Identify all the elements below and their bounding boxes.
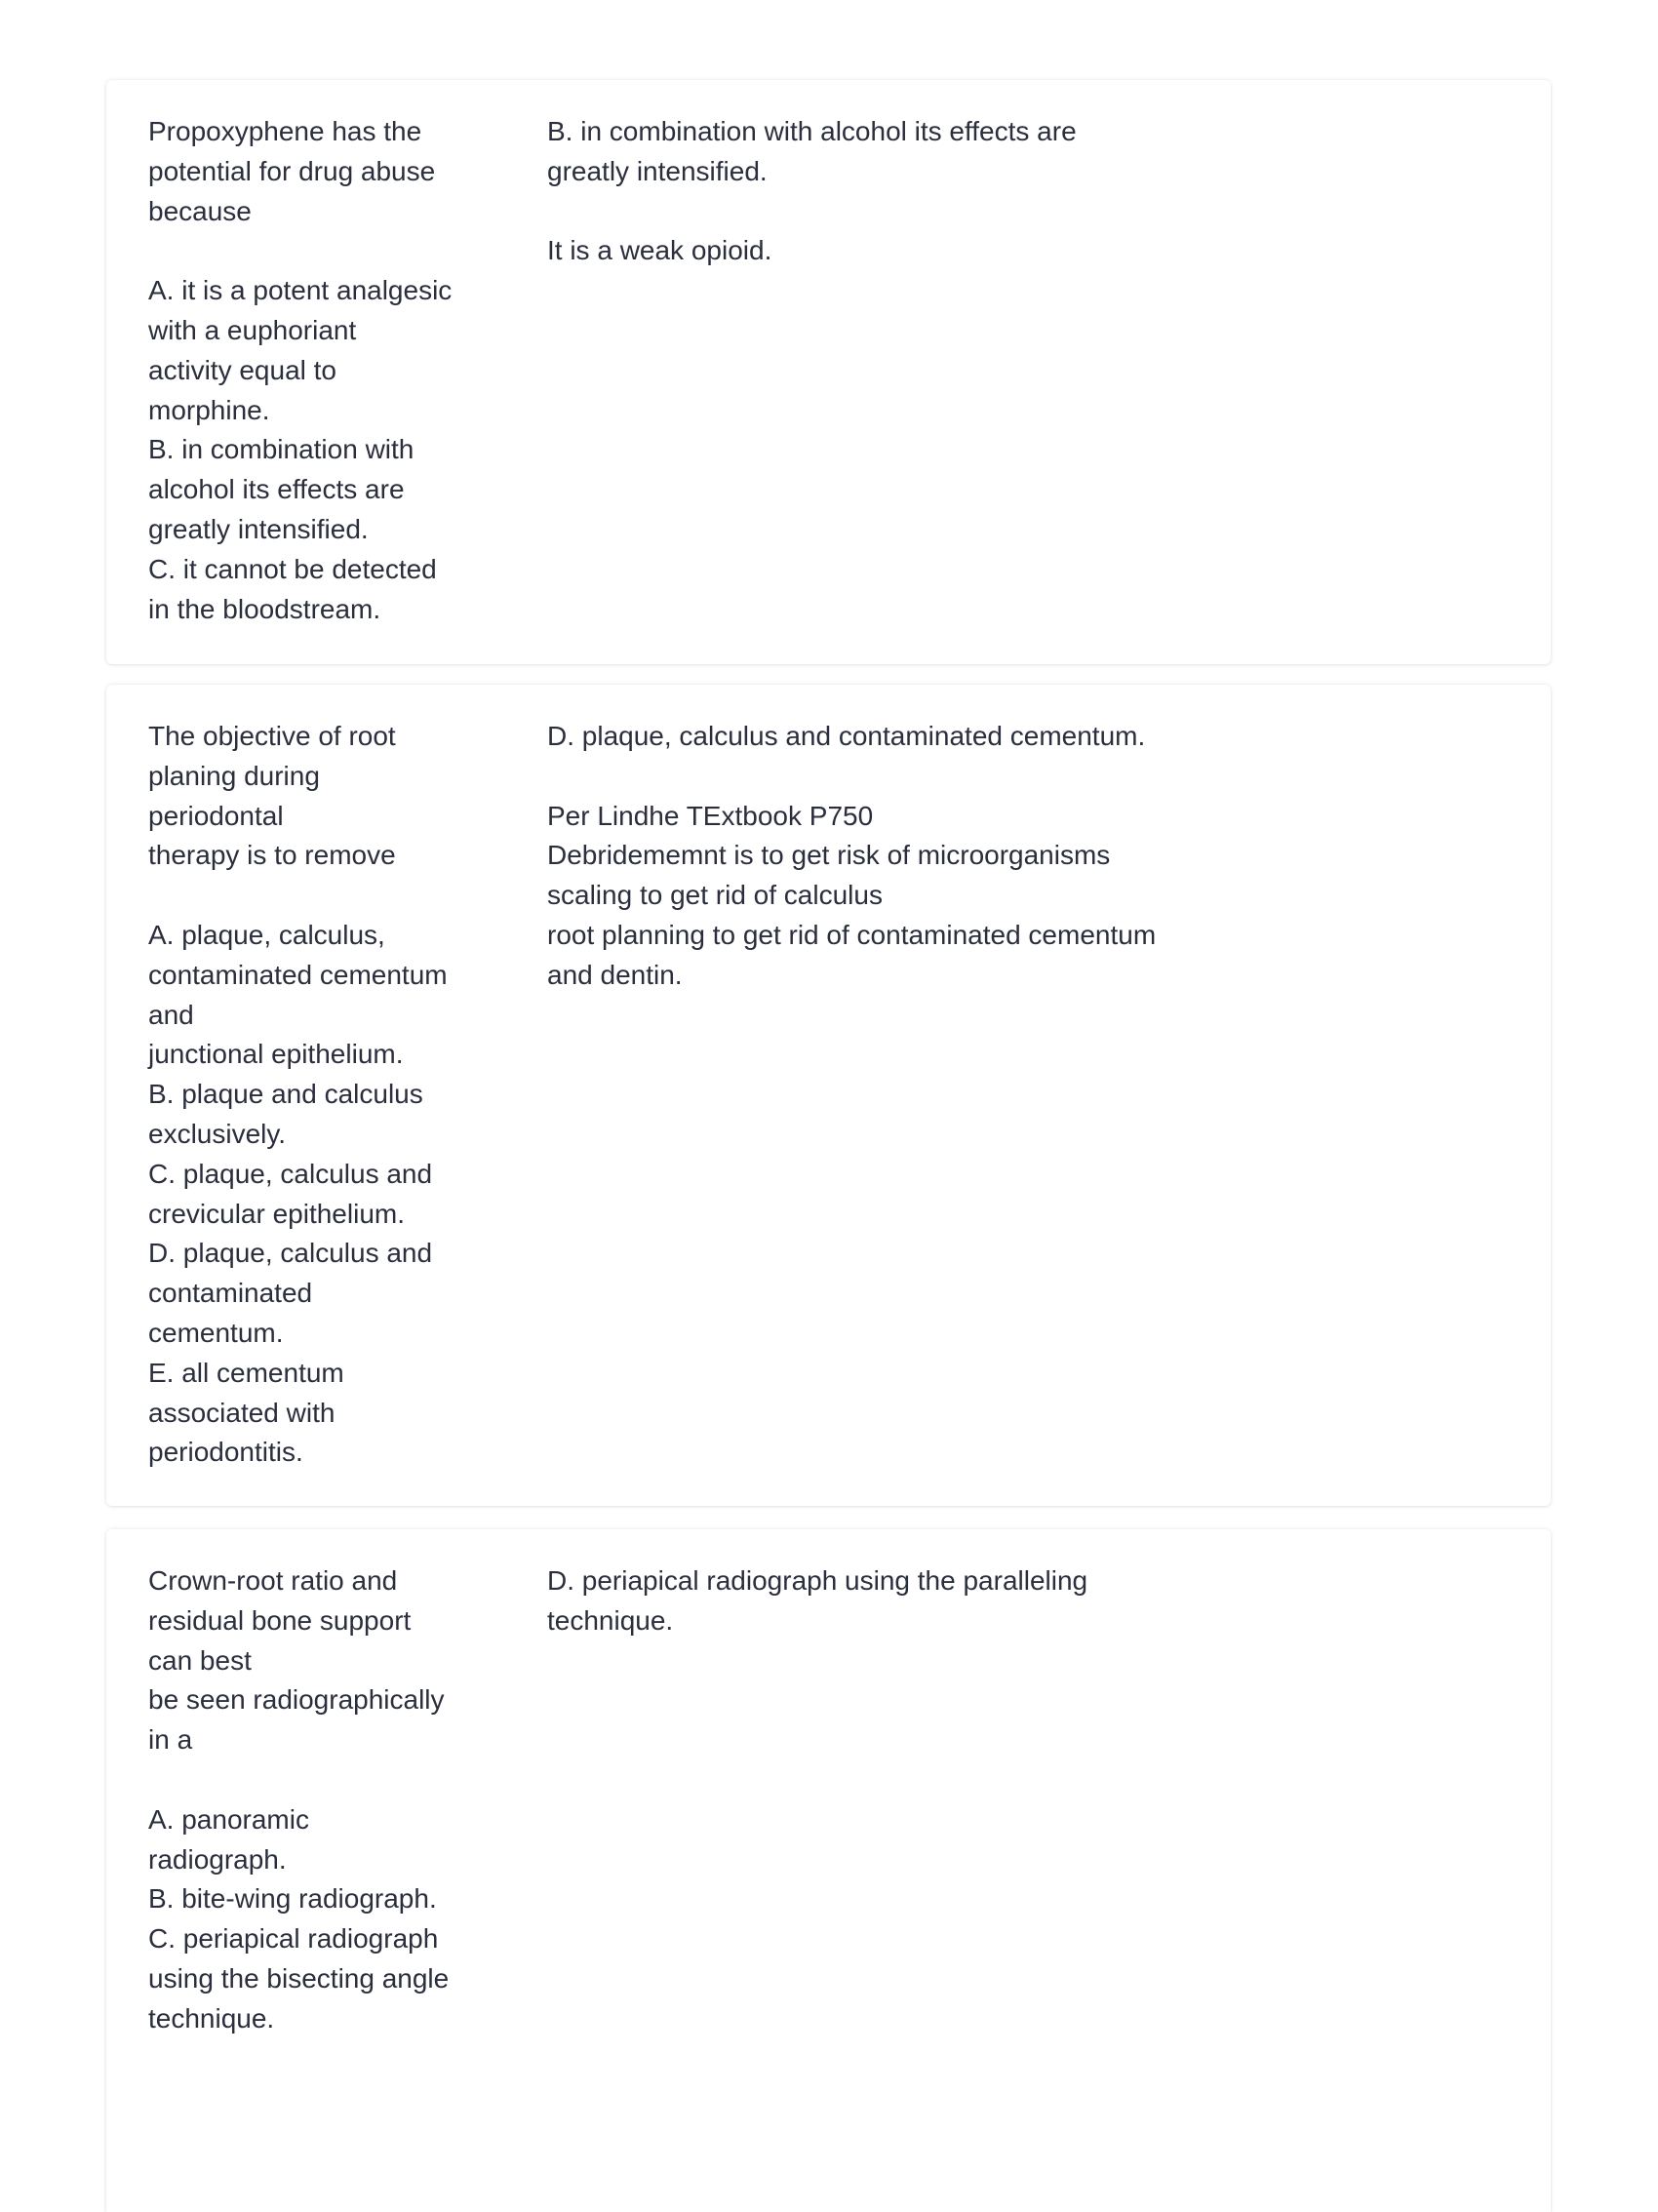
card-definition: D. plaque, calculus and contaminated cementum. Per Lindhe TExtbook P750 Debridememnt is to get risk of microorganisms scaling to get rid of calculus root planning to get rid of contaminated cementum and dentin. <box>547 721 1157 990</box>
card-term: Propoxyphene has the potential for drug abuse because A. it is a potent analgesic with a euphoriant activity equal to morphine. B. in combination with alcohol its effects are greatly intensified. C. it cannot be detected in the bloodstream. <box>148 116 453 624</box>
card-definition: D. periapical radiograph using the paralleling technique. <box>547 1565 1088 1636</box>
card-term: The objective of root planing during periodontal therapy is to remove A. plaque, calculus, contaminated cementum and junctional epithelium. B. plaque and calculus exclusively. C. plaque, calculus and crevicular epithelium. D. plaque, calculus and contaminated cementum. E. all cementum associated with periodontitis. <box>148 721 448 1468</box>
flashcard <box>106 685 1551 1506</box>
flashcard <box>106 80 1551 664</box>
flashcard <box>106 1529 1551 2212</box>
card-definition: B. in combination with alcohol its effects are greatly intensified. It is a weak opioid. <box>547 116 1077 266</box>
card-term: Crown-root ratio and residual bone support can best be seen radiographically in a A. panoramic radiograph. B. bite-wing radiograph. C. periapical radiograph using the bisecting angle technique. <box>148 1565 450 2034</box>
